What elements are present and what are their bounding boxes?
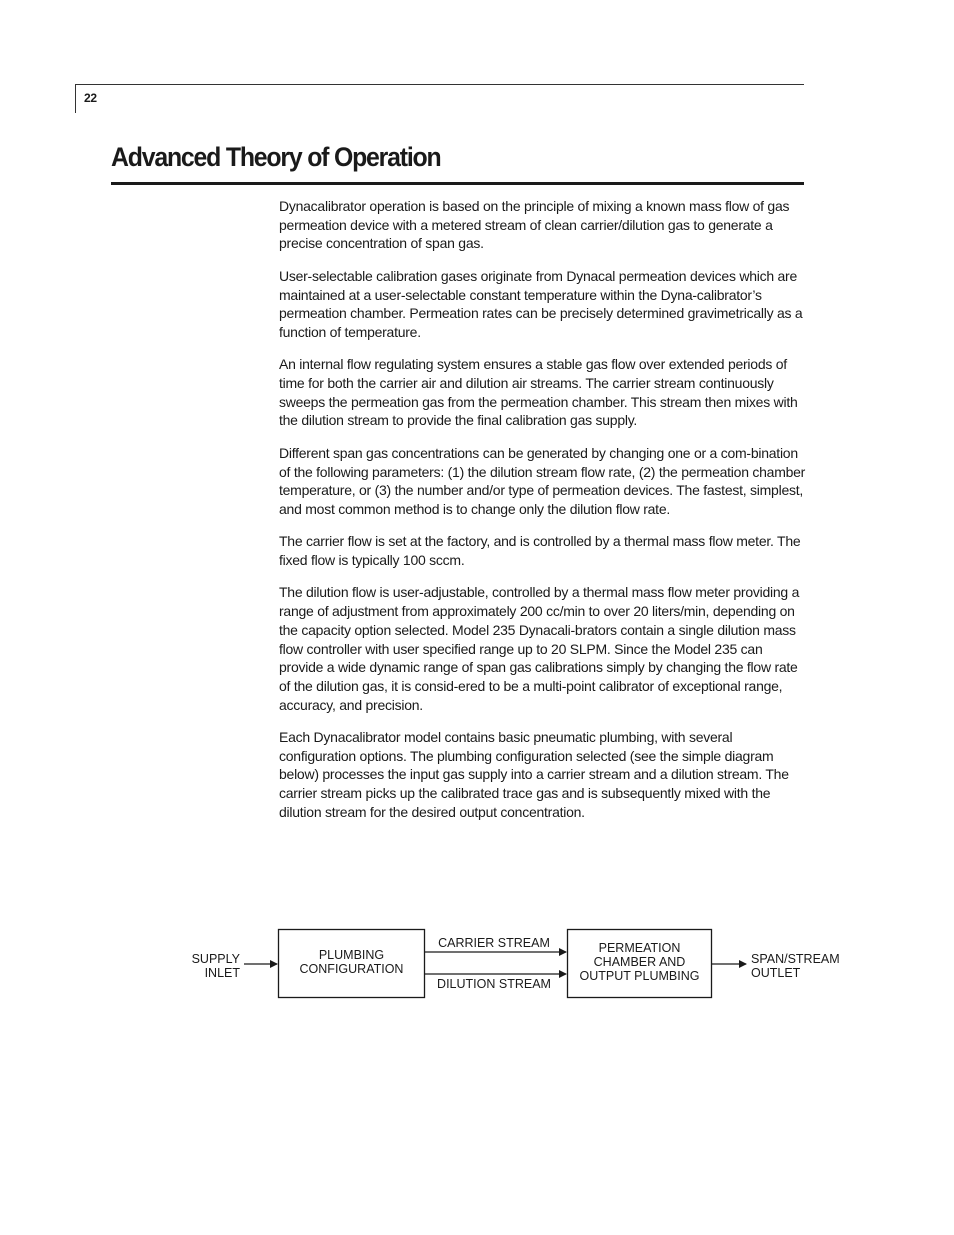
paragraph: Each Dynacalibrator model contains basic pneumatic plumbing, with several configuration options. The plumbing configuration selected (see the simple diagram below) processes the input gas supply into a carrier stream and a dilution stream. The carrier stream picks up the calibrated trace gas and is subsequently mixed with the dilution stream for the desired output concentration. xyxy=(279,729,789,820)
permeation-box-label: CHAMBER AND xyxy=(593,955,686,969)
paragraph: User-selectable calibration gases originate from Dynacal permeation devices which are maintained at a user-selectable constant temperature within the Dyna-calibrator’s permeation chamber. Permeation rates can be precisely determined gravimetrically as a function of temperature. xyxy=(279,267,803,340)
plumbing-box-label: PLUMBING xyxy=(318,948,385,962)
paragraph: The dilution flow is user-adjustable, controlled by a thermal mass flow meter providing a range of adjustment from approximately 200 cc/min to over 20 liters/min, depending on the capacity option selected. Model 235 Dynacali-brators contain a single dilution mass flow controller with user specified range up to 20 SLPM. Since the Model 235 can provide a wide dynamic range of span gas calibrations simply by changing the flow rate of the dilution gas, it is consid-ered to be a multi-point calibrator of exceptional range, accuracy, and precision. xyxy=(279,584,800,713)
section-title: Advanced Theory of Operation xyxy=(111,142,441,172)
paragraph: An internal flow regulating system ensures a stable gas flow over extended periods of time for both the carrier air and dilution air streams. The carrier stream continuously sweeps the permeation gas from the permeation chamber. This stream then mixes with the dilution stream to provide the final calibration gas supply. xyxy=(279,356,798,429)
carrier-stream-label: CARRIER STREAM xyxy=(438,936,550,950)
permeation-box-label: OUTPUT PLUMBING xyxy=(579,969,700,983)
permeation-box-label: PERMEATION xyxy=(598,941,681,955)
page-number: 22 xyxy=(84,91,97,105)
paragraph: Different span gas concentrations can be generated by changing one or a com-bination of the following parameters: (1) the dilution stream flow rate, (2) the permeation chamber temperature, or (3) the number and/or type of permeation devices. The fastest, simplest, and most common method is to change only the dilution flow rate. xyxy=(279,444,806,517)
supply-inlet-label: SUPPLY xyxy=(191,952,240,966)
supply-inlet-label: INLET xyxy=(204,966,240,980)
plumbing-box-label: CONFIGURATION xyxy=(299,962,404,976)
paragraph: The carrier flow is set at the factory, and is controlled by a thermal mass flow meter. The fixed flow is typically 100 sccm. xyxy=(279,533,801,568)
span-stream-outlet-label: OUTLET xyxy=(751,966,801,980)
dilution-stream-label: DILUTION STREAM xyxy=(437,977,551,991)
paragraph: Dynacalibrator operation is based on the principle of mixing a known mass flow of gas permeation device with a metered stream of clean carrier/dilution gas to generate a precise concentration of span gas. xyxy=(279,198,790,252)
span-stream-outlet-label: SPAN/STREAM xyxy=(751,952,840,966)
